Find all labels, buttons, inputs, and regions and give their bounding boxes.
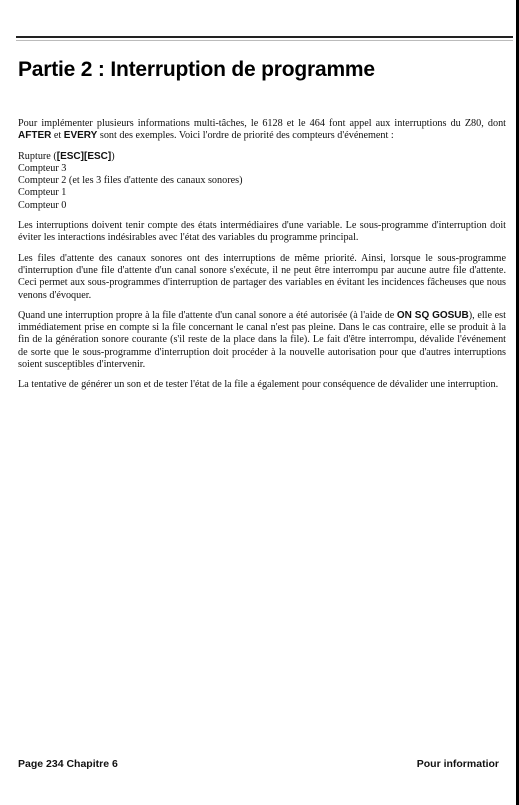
page-footer xyxy=(18,758,499,770)
list-item: Compteur 2 (et les 3 files d'attente des canaux sonores) xyxy=(18,175,243,187)
keyword-on-sq-gosub: ON SQ GOSUB xyxy=(396,309,469,321)
escape-keys: [ESC][ESC] xyxy=(56,150,112,162)
priority-list xyxy=(18,151,506,212)
keyword-after: AFTER xyxy=(18,130,52,142)
header-rule-thin xyxy=(16,40,513,41)
onsq-paragraph: Quand une interruption propre à la file d'attente d'un canal sonore a été autorisée (à l'aide de ON SQ GOSUB), elle est immédiatement prise en compte si la file concernant le canal n'est pas pleine. Dans le cas contraire, elle se produit à la fin de la génération sonore courante (s'il reste de la place dans la file). Le fait d'être interrompu, dévalide l'événement de sorte que le sous-programme d'interruption doit procéder à la nouvelle autorisation pour que d'autres interruptions soient susceptibles d'intervenir. xyxy=(18,309,506,371)
keyword-every: EVERY xyxy=(63,130,98,142)
list-item: Compteur 0 xyxy=(18,199,67,211)
page-title: Partie 2 : Interruption de programme xyxy=(18,58,375,81)
sound-queues-paragraph: Les files d'attente des canaux sonores ont des interruptions de même priorité. Ainsi, lorsque le sous-programme d'interruption d'une file d'attente d'un canal sonore s'exécute, il ne peut être interrompu par aucune autre file d'attente. Ceci permet aux sous-programmes d'interruption de partager des variables en évitant les incidences fâcheuses que nous venons d'évoquer. xyxy=(18,252,506,301)
list-item: Compteur 1 xyxy=(18,187,67,199)
page-body xyxy=(18,118,506,400)
tentative-paragraph: La tentative de générer un son et de tester l'état de la file a également pour conséquence de dévalider une interruption. xyxy=(18,379,499,391)
footer-page-label: Page 234 Chapitre 6 xyxy=(18,758,118,770)
list-item: Compteur 3 xyxy=(18,162,67,174)
footer-section-label: Pour informatior xyxy=(416,758,499,770)
intro-paragraph: Pour implémenter plusieurs informations multi-tâches, le 6128 et le 464 font appel aux interruptions du Z80, dont AFTER et EVERY sont des exemples. Voici l'ordre de priorité des compteurs d'événement : xyxy=(18,118,506,142)
header-rule xyxy=(16,36,513,38)
list-item: Rupture ([ESC][ESC]) xyxy=(18,150,115,162)
variables-paragraph: Les interruptions doivent tenir compte des états intermédiaires d'une variable. Le sous-programme d'interruption doit éviter les interactions indésirables avec l'état des variables du programme principal. xyxy=(18,220,506,244)
